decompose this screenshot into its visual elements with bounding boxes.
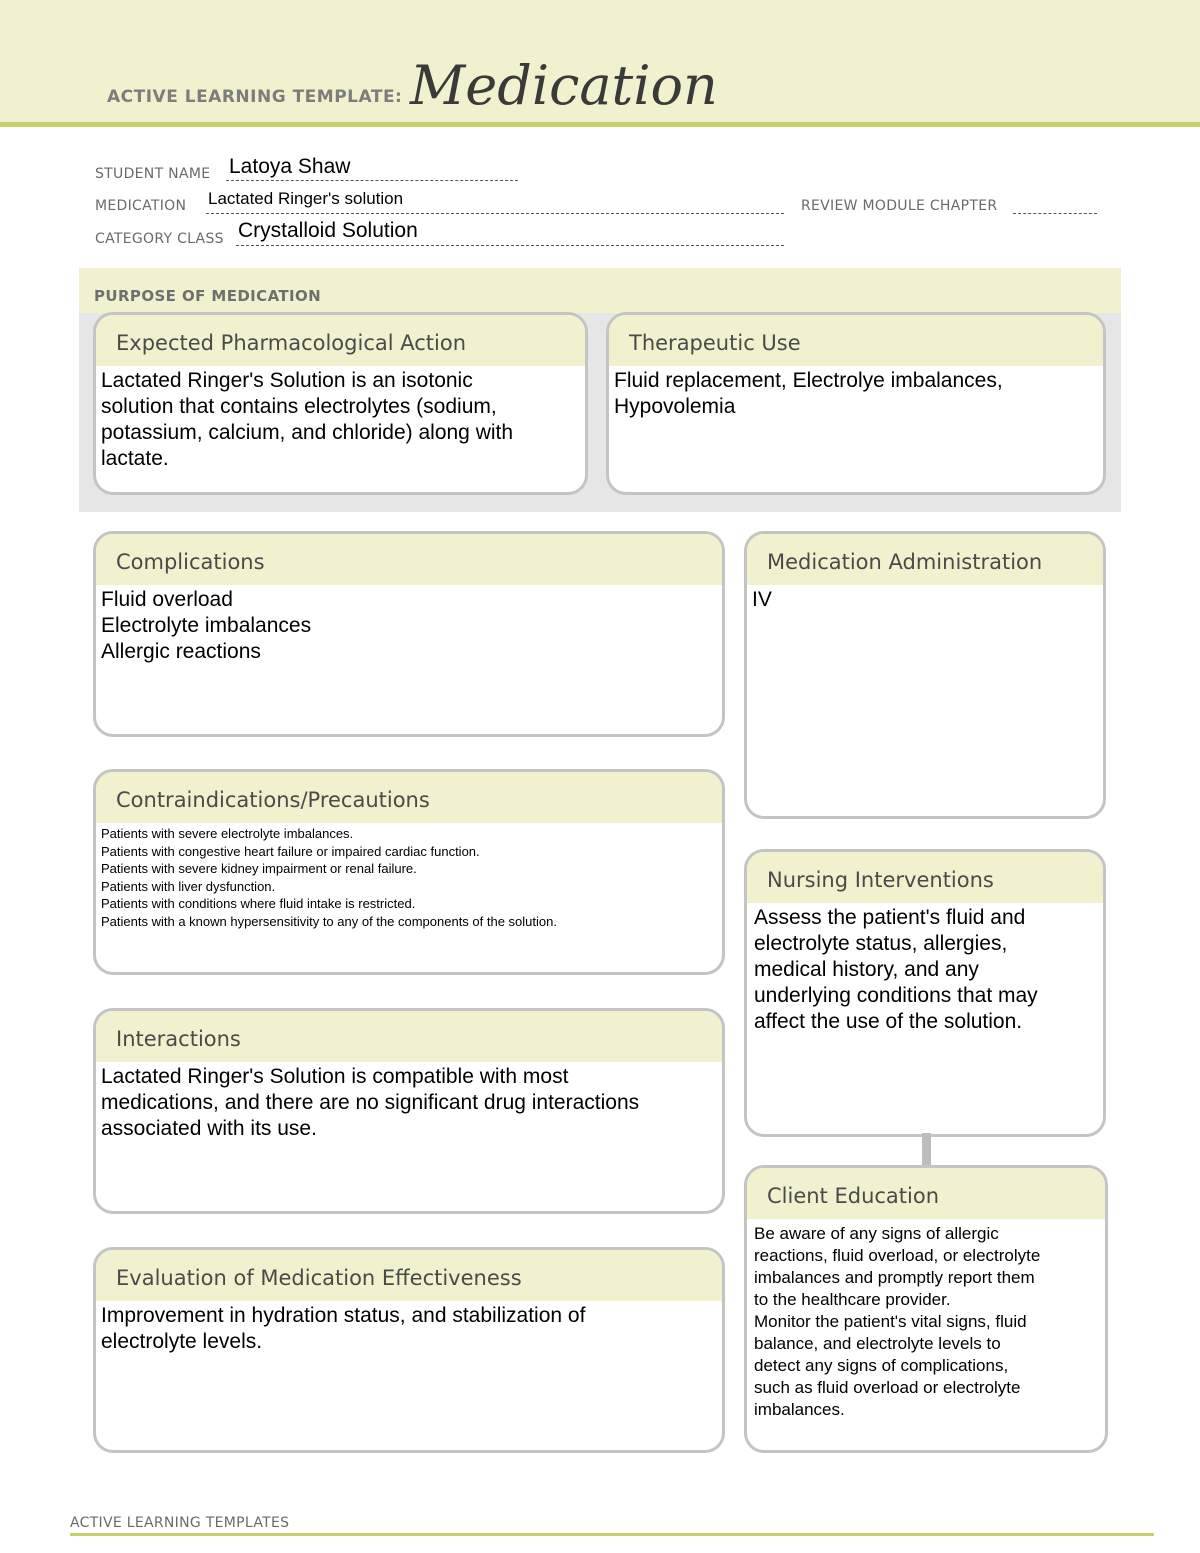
- student-name-value[interactable]: Latoya Shaw: [229, 155, 351, 178]
- purpose-title: PURPOSE OF MEDICATION: [94, 287, 322, 305]
- template-label: ACTIVE LEARNING TEMPLATE:: [107, 87, 403, 107]
- section-connector: [922, 1133, 931, 1167]
- medication-administration-body[interactable]: IV: [752, 588, 772, 611]
- client-education-title: Client Education: [747, 1168, 1105, 1219]
- client-education-card: [744, 1165, 1108, 1453]
- contraindications-card: [93, 769, 725, 975]
- medication-line: [206, 213, 784, 214]
- student-name-line: [226, 180, 518, 181]
- interactions-body[interactable]: Lactated Ringer's Solution is compatible with most medications, and there are no significant drug interactions associated with its use.: [101, 1065, 640, 1140]
- contraindications-body[interactable]: Patients with severe electrolyte imbalances. Patients with congestive heart failure or impaired cardiac function. Patients with severe kidney impairment or renal failure. Patients with liver dysfunction. Patients with conditions where fluid intake is restricted. Patients with a known hypersensitivity to any of the components of the solution.: [101, 826, 557, 929]
- evaluation-title: Evaluation of Medication Effectiveness: [96, 1250, 722, 1301]
- medication-label: MEDICATION: [95, 198, 187, 214]
- review-module-label: REVIEW MODULE CHAPTER: [801, 198, 998, 214]
- expected-action-body[interactable]: Lactated Ringer's Solution is an isotonic solution that contains electrolytes (sodium, potassium, calcium, and chloride) along with lactate.: [101, 369, 514, 470]
- footer-label: ACTIVE LEARNING TEMPLATES: [70, 1515, 290, 1531]
- contraindications-title: Contraindications/Precautions: [96, 772, 722, 823]
- nursing-interventions-card: [744, 849, 1106, 1137]
- interactions-card: [93, 1008, 725, 1214]
- medication-administration-card: [744, 531, 1106, 819]
- therapeutic-use-title: Therapeutic Use: [609, 315, 1103, 366]
- student-name-label: STUDENT NAME: [95, 166, 211, 182]
- complications-card: [93, 531, 725, 737]
- interactions-title: Interactions: [96, 1011, 722, 1062]
- category-class-value[interactable]: Crystalloid Solution: [238, 219, 418, 242]
- evaluation-card: [93, 1247, 725, 1453]
- review-module-line[interactable]: [1013, 213, 1097, 214]
- medication-administration-title: Medication Administration: [747, 534, 1103, 585]
- expected-action-card: [93, 312, 588, 495]
- therapeutic-use-body[interactable]: Fluid replacement, Electrolye imbalances, Hypovolemia: [614, 369, 1003, 418]
- category-class-label: CATEGORY CLASS: [95, 231, 224, 247]
- nursing-interventions-title: Nursing Interventions: [747, 852, 1103, 903]
- template-title: Medication: [410, 54, 718, 117]
- footer-rule: [70, 1533, 1154, 1536]
- evaluation-body[interactable]: Improvement in hydration status, and stabilization of electrolyte levels.: [101, 1304, 586, 1353]
- client-education-body[interactable]: Be aware of any signs of allergic reactions, fluid overload, or electrolyte imbalances and promptly report them to the healthcare provider. Monitor the patient's vital signs, fluid balance, and electrolyte levels to detect any signs of complications, such as fluid overload or electrolyte imbalances.: [754, 1224, 1041, 1419]
- complications-title: Complications: [96, 534, 722, 585]
- category-class-line: [236, 245, 784, 246]
- header-rule: [0, 122, 1200, 127]
- medication-value[interactable]: Lactated Ringer's solution: [208, 189, 404, 208]
- complications-body[interactable]: Fluid overload Electrolyte imbalances Allergic reactions: [101, 588, 312, 663]
- therapeutic-use-card: [606, 312, 1106, 495]
- expected-action-title: Expected Pharmacological Action: [96, 315, 585, 366]
- nursing-interventions-body[interactable]: Assess the patient's fluid and electrolyte status, allergies, medical history, and any underlying conditions that may affect the use of the solution.: [754, 906, 1038, 1033]
